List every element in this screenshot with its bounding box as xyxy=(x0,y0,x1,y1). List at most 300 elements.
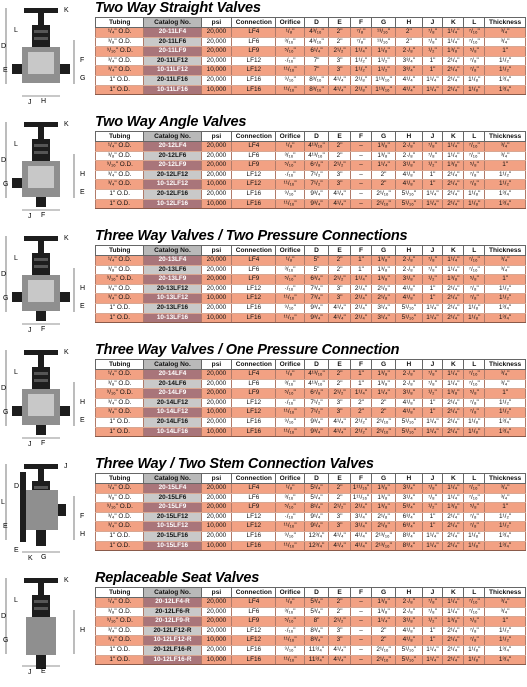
table-cell: 1³/₄" xyxy=(485,313,526,323)
table-cell: 1" O.D. xyxy=(96,655,144,665)
table-cell: ⁵/₈" xyxy=(464,161,485,171)
column-header: J xyxy=(422,132,443,142)
column-header: E xyxy=(329,588,351,598)
table-cell: ¹/₂" xyxy=(422,161,443,171)
table-cell: 6³/₄" xyxy=(304,275,328,285)
table-cell: 1¹/₄" xyxy=(422,427,443,437)
table-cell: LF9 xyxy=(232,389,276,399)
table-row xyxy=(96,47,526,57)
handle-bar xyxy=(24,350,58,355)
column-header: Catalog No. xyxy=(144,18,201,28)
table-cell: 4¹/₈" xyxy=(396,398,422,408)
table-cell: ·/₁₆" xyxy=(276,170,305,180)
table-cell: 2¹/₄" xyxy=(443,85,464,95)
table-cell: 10,000 xyxy=(201,655,232,665)
table-row xyxy=(96,256,526,266)
table-cell: LF16 xyxy=(232,85,276,95)
table-cell: 7¹/₂" xyxy=(304,180,328,190)
table-cell: 1¹/₈" xyxy=(464,75,485,85)
table-cell: 2¹/₄" xyxy=(443,512,464,522)
catalog-number-cell: 20-14LF12 xyxy=(144,398,201,408)
valve-section xyxy=(0,114,527,228)
column-header: Connection xyxy=(232,588,276,598)
table-cell: ³/₄" O.D. xyxy=(96,170,144,180)
table-cell: LF9 xyxy=(232,47,276,57)
table-cell: ⁹/₁₆" O.D. xyxy=(96,275,144,285)
table-cell: 2" xyxy=(396,37,422,47)
table-row xyxy=(96,56,526,66)
table-cell: LF4 xyxy=(232,484,276,494)
table-cell: ³/₄" O.D. xyxy=(96,626,144,636)
dimension-label: H xyxy=(80,171,86,178)
table-cell: ³/₄" O.D. xyxy=(96,522,144,532)
table-cell: 2¹/₄" xyxy=(351,503,372,513)
table-cell: 1¹/₈" xyxy=(464,427,485,437)
dimension-label: H xyxy=(80,399,86,406)
table-cell: 2¹/₂" xyxy=(329,275,351,285)
dimension-label: F xyxy=(41,440,46,447)
table-cell: ¹¹/₁₆" xyxy=(276,427,305,437)
table-cell: 1" xyxy=(422,522,443,532)
table-cell: ⁷/₈" xyxy=(464,522,485,532)
table-cell: 2¹/₄" xyxy=(443,313,464,323)
table-cell: ³/₈" O.D. xyxy=(96,607,144,617)
table-cell: LF6 xyxy=(232,151,276,161)
stem xyxy=(38,127,44,139)
table-header-row xyxy=(96,18,526,28)
table-cell: 1¹/₂" xyxy=(485,294,526,304)
table-cell: 4³/₁₆" xyxy=(304,28,328,38)
column-header: D xyxy=(304,588,328,598)
table-cell: 1³/₈" xyxy=(371,484,395,494)
table-cell: 1" O.D. xyxy=(96,531,144,541)
spec-table xyxy=(95,359,526,437)
table-cell: 1" O.D. xyxy=(96,541,144,551)
table-cell: 1" xyxy=(422,636,443,646)
table-cell: 10,000 xyxy=(201,85,232,95)
table-cell: 2¹/₂" xyxy=(329,503,351,513)
table-cell: ³/₄" xyxy=(485,607,526,617)
table-cell: 3" xyxy=(329,56,351,66)
table-cell: ⁷/₈" xyxy=(464,636,485,646)
table-cell: ¹³/₁₆" xyxy=(371,28,395,38)
table-row xyxy=(96,645,526,655)
table-cell: ⁹/₁₆" xyxy=(276,531,305,541)
column-header: psi xyxy=(201,18,232,28)
table-cell: 2¹/₂" xyxy=(329,389,351,399)
table-cell: ³/₄" O.D. xyxy=(96,56,144,66)
catalog-number-cell: 10-12LF12 xyxy=(144,180,201,190)
table-cell: 4¹/₄" xyxy=(396,85,422,95)
dimension-label: L xyxy=(14,255,18,262)
table-cell: ⁷/₈" xyxy=(464,408,485,418)
column-header: H xyxy=(396,588,422,598)
column-header: F xyxy=(351,360,372,370)
table-header-row xyxy=(96,246,526,256)
column-header: K xyxy=(443,474,464,484)
table-cell: ⁷/₁₆" xyxy=(464,142,485,152)
column-header: Connection xyxy=(232,18,276,28)
table-cell: ⁷/₁₆" xyxy=(464,484,485,494)
table-cell: 1³/₄" xyxy=(485,427,526,437)
table-cell: 1¹/₄" xyxy=(422,75,443,85)
catalog-number-cell: 20-11LF16 xyxy=(144,75,201,85)
table-cell: 10,000 xyxy=(201,427,232,437)
table-cell: 3" xyxy=(329,284,351,294)
table-cell: LF16 xyxy=(232,541,276,551)
table-cell: 1¹/₄" xyxy=(351,47,372,57)
column-header: J xyxy=(422,360,443,370)
table-cell: – xyxy=(351,645,372,655)
table-cell: 1¹/₄" xyxy=(443,493,464,503)
table-cell: ¹/₄" O.D. xyxy=(96,598,144,608)
column-header: psi xyxy=(201,474,232,484)
table-cell: 4³/₁₆" xyxy=(304,37,328,47)
table-cell: 8³/₁₆" xyxy=(304,75,328,85)
table-cell: 10,000 xyxy=(201,408,232,418)
table-cell: 2¹/₂" xyxy=(329,161,351,171)
table-cell: LF6 xyxy=(232,493,276,503)
table-cell: 20,000 xyxy=(201,617,232,627)
table-row xyxy=(96,541,526,551)
table-cell: 1³/₈" xyxy=(443,503,464,513)
catalog-number-cell: 20-12LF16-R xyxy=(144,645,201,655)
table-cell: LF4 xyxy=(232,598,276,608)
table-cell: 6³/₄" xyxy=(396,522,422,532)
table-cell: – xyxy=(351,180,372,190)
table-cell: 1¹/₂" xyxy=(485,66,526,76)
table-cell: 2" xyxy=(329,265,351,275)
table-cell: ³/₄" xyxy=(485,37,526,47)
table-cell: ³/₄" xyxy=(485,370,526,380)
dimension-label: D xyxy=(1,271,7,278)
table-cell: 3¹/₈" xyxy=(396,617,422,627)
table-cell: ¹¹/₁₆" xyxy=(276,66,305,76)
table-cell: 3¹/₈" xyxy=(396,161,422,171)
table-cell: 1¹/₄" xyxy=(443,484,464,494)
table-cell: LF4 xyxy=(232,142,276,152)
table-cell: 1" O.D. xyxy=(96,645,144,655)
table-cell: ⁷/₁₆" xyxy=(464,151,485,161)
table-cell: 1¹/₄" xyxy=(443,142,464,152)
table-cell: 2¹/₄" xyxy=(443,180,464,190)
table-cell: 2" xyxy=(329,379,351,389)
table-cell: ⁷/₈" xyxy=(422,484,443,494)
table-cell: 1" xyxy=(485,503,526,513)
table-cell: 7" xyxy=(304,66,328,76)
table-cell: LF9 xyxy=(232,161,276,171)
table-cell: ⁷/₈" xyxy=(422,256,443,266)
handle-bar xyxy=(24,236,58,241)
spec-table xyxy=(95,245,526,323)
table-cell: ³/₁₆" xyxy=(276,379,305,389)
table-cell: ¹/₄" O.D. xyxy=(96,484,144,494)
table-cell: 20,000 xyxy=(201,189,232,199)
table-cell: LF12 xyxy=(232,398,276,408)
table-cell: 2" xyxy=(329,151,351,161)
catalog-number-cell: 20-14LF9 xyxy=(144,389,201,399)
table-cell: 1" xyxy=(422,626,443,636)
table-cell: 2" xyxy=(329,493,351,503)
table-cell: LF16 xyxy=(232,645,276,655)
column-header: D xyxy=(304,474,328,484)
table-cell: 5¹/₁₆" xyxy=(396,655,422,665)
section-title: Two Way Straight Valves xyxy=(95,0,261,16)
table-cell: 1¹/₄" xyxy=(422,199,443,209)
dimension-label: G xyxy=(3,181,9,188)
catalog-number-cell: 20-13LF12 xyxy=(144,284,201,294)
table-cell: 9³/₄" xyxy=(304,427,328,437)
table-cell: 3" xyxy=(329,408,351,418)
table-cell: 1" O.D. xyxy=(96,313,144,323)
dimension-label: J xyxy=(28,213,32,220)
table-cell: 2¹/₁₆" xyxy=(371,199,395,209)
table-row xyxy=(96,28,526,38)
table-cell: – xyxy=(351,199,372,209)
table-cell: 4¹³/₁₆" xyxy=(304,379,328,389)
table-cell: 20,000 xyxy=(201,256,232,266)
bonnet xyxy=(32,595,50,617)
table-cell: 20,000 xyxy=(201,370,232,380)
table-cell: 5" xyxy=(304,265,328,275)
table-cell: 4¹/₄" xyxy=(329,189,351,199)
table-cell: ⁵/₈" xyxy=(464,617,485,627)
table-cell: 1³/₈" xyxy=(371,607,395,617)
column-header: Thickness xyxy=(485,588,526,598)
table-cell: 2¹/₄" xyxy=(443,189,464,199)
table-cell: 1¹/₈" xyxy=(464,417,485,427)
column-header: Catalog No. xyxy=(144,246,201,256)
table-row xyxy=(96,75,526,85)
catalog-number-cell: 20-12LF9-R xyxy=(144,617,201,627)
table-cell: ⁷/₁₆" xyxy=(464,256,485,266)
table-row xyxy=(96,417,526,427)
table-cell: – xyxy=(351,151,372,161)
table-cell: 1³/₄" xyxy=(485,531,526,541)
table-cell: LF12 xyxy=(232,294,276,304)
table-cell: 1" xyxy=(422,512,443,522)
table-cell: 1¹/₄" xyxy=(351,275,372,285)
table-cell: ⁷/₈" xyxy=(422,265,443,275)
table-cell: ¹³/₁₆" xyxy=(371,37,395,47)
table-cell: 4¹/₄" xyxy=(329,645,351,655)
table-cell: 1" xyxy=(485,161,526,171)
table-cell: 1" xyxy=(422,398,443,408)
bonnet xyxy=(32,25,50,47)
column-header: Catalog No. xyxy=(144,360,201,370)
table-cell: ³/₄" O.D. xyxy=(96,408,144,418)
table-cell: 2¹/₄" xyxy=(443,427,464,437)
table-cell: 7³/₄" xyxy=(304,294,328,304)
table-cell: 2¹/₄" xyxy=(443,417,464,427)
table-cell: ³/₁₆" xyxy=(276,151,305,161)
table-cell: ·/₁₆" xyxy=(276,284,305,294)
table-cell: 7³/₄" xyxy=(304,284,328,294)
handle-bar xyxy=(24,122,58,127)
table-cell: 2·/₈" xyxy=(396,379,422,389)
table-cell: 20,000 xyxy=(201,512,232,522)
column-header: Connection xyxy=(232,132,276,142)
column-header: F xyxy=(351,132,372,142)
table-cell: 1¹/₂" xyxy=(351,56,372,66)
table-cell: LF12 xyxy=(232,180,276,190)
column-header: Tubing xyxy=(96,360,144,370)
table-cell: ¹¹/₁₆" xyxy=(276,199,305,209)
section-title: Two Way Angle Valves xyxy=(95,114,247,130)
table-cell: LF12 xyxy=(232,284,276,294)
table-cell: 5³/₄" xyxy=(304,607,328,617)
table-cell: 9³/₄" xyxy=(304,313,328,323)
catalog-number-cell: 20-13LF16 xyxy=(144,303,201,313)
column-header: Tubing xyxy=(96,588,144,598)
table-cell: 1¹/₄" xyxy=(422,189,443,199)
table-cell: 1" O.D. xyxy=(96,85,144,95)
table-cell: ⁷/₈" xyxy=(422,598,443,608)
table-cell: ³/₈" O.D. xyxy=(96,493,144,503)
table-cell: 2¹/₄" xyxy=(443,636,464,646)
table-cell: – xyxy=(351,189,372,199)
table-cell: ³/₄" O.D. xyxy=(96,180,144,190)
table-cell: 2" xyxy=(329,37,351,47)
table-cell: ³/₁₆" xyxy=(276,493,305,503)
dimension-label: L xyxy=(1,499,5,506)
table-cell: 1¹/₄" xyxy=(422,531,443,541)
catalog-number-cell: 20-15LF9 xyxy=(144,503,201,513)
table-cell: 1³/₈" xyxy=(371,503,395,513)
table-cell: 20,000 xyxy=(201,151,232,161)
table-cell: 3" xyxy=(329,180,351,190)
table-cell: ⁷/₈" xyxy=(464,512,485,522)
table-cell: 1¹/₄" xyxy=(443,265,464,275)
catalog-number-cell: 20-12LF12 xyxy=(144,170,201,180)
column-header: G xyxy=(371,360,395,370)
table-row xyxy=(96,199,526,209)
table-cell: 1¹/₈" xyxy=(464,85,485,95)
table-cell: 2¹/₄" xyxy=(351,294,372,304)
table-cell: 3" xyxy=(329,626,351,636)
table-cell: 2·/₈" xyxy=(396,142,422,152)
table-cell: 1" xyxy=(485,617,526,627)
stem xyxy=(38,241,44,253)
column-header: Orifice xyxy=(276,132,305,142)
table-cell: 12³/₄" xyxy=(304,531,328,541)
table-cell: 3¹/₈" xyxy=(396,275,422,285)
table-cell: LF16 xyxy=(232,199,276,209)
dimension-label: L xyxy=(14,597,18,604)
table-cell: 2¹/₄" xyxy=(443,56,464,66)
table-cell: 20,000 xyxy=(201,389,232,399)
table-cell: 1³/₈" xyxy=(371,379,395,389)
table-cell: 2¹/₈" xyxy=(371,512,395,522)
column-header: E xyxy=(329,246,351,256)
table-cell: 1³/₈" xyxy=(371,598,395,608)
table-cell: 1³/₈" xyxy=(371,275,395,285)
table-cell: 20,000 xyxy=(201,265,232,275)
table-header-row xyxy=(96,474,526,484)
table-cell: 1" xyxy=(485,275,526,285)
table-cell: ⁵/₈" xyxy=(464,47,485,57)
table-cell: 2¹/₁₆" xyxy=(371,417,395,427)
table-cell: ⁷/₈" xyxy=(464,284,485,294)
table-cell: 10,000 xyxy=(201,522,232,532)
table-header-row xyxy=(96,360,526,370)
stem xyxy=(38,469,44,481)
table-cell: LF9 xyxy=(232,275,276,285)
table-cell: 1¹/₂" xyxy=(371,56,395,66)
table-row xyxy=(96,170,526,180)
column-header: J xyxy=(422,246,443,256)
column-header: Tubing xyxy=(96,18,144,28)
table-cell: LF12 xyxy=(232,66,276,76)
table-cell: 1¹/₄" xyxy=(422,313,443,323)
table-cell: 1¹/₂" xyxy=(485,56,526,66)
table-cell: 1" xyxy=(422,180,443,190)
table-cell: 2¹/₄" xyxy=(443,199,464,209)
table-cell: 2" xyxy=(329,256,351,266)
column-header: Orifice xyxy=(276,246,305,256)
table-cell: 3¹/₄" xyxy=(351,522,372,532)
table-cell: 7¹/₂" xyxy=(304,170,328,180)
table-cell: 20,000 xyxy=(201,275,232,285)
table-row xyxy=(96,607,526,617)
table-cell: ¹¹/₁₆" xyxy=(276,636,305,646)
catalog-number-cell: 20-11LF6 xyxy=(144,37,201,47)
catalog-number-cell: 20-11LF12 xyxy=(144,56,201,66)
table-cell: 1³/₈" xyxy=(443,275,464,285)
dimension-label: G xyxy=(3,637,9,644)
table-cell: 1³/₄" xyxy=(485,645,526,655)
stem xyxy=(38,13,44,25)
table-cell: 1" O.D. xyxy=(96,427,144,437)
table-cell: LF16 xyxy=(232,75,276,85)
table-cell: 1³/₄" xyxy=(485,303,526,313)
table-cell: 5¹/₁₆" xyxy=(396,645,422,655)
table-cell: 1³/₄" xyxy=(485,655,526,665)
table-cell: ⁷/₁₆" xyxy=(464,37,485,47)
dimension-label: F xyxy=(80,57,85,64)
table-cell: ³/₄" xyxy=(485,28,526,38)
table-cell: 2" xyxy=(329,142,351,152)
table-cell: 20,000 xyxy=(201,37,232,47)
table-cell: ⁷/₈" xyxy=(422,151,443,161)
table-cell: ¹/₄" O.D. xyxy=(96,370,144,380)
table-row xyxy=(96,66,526,76)
table-cell: 20,000 xyxy=(201,607,232,617)
table-cell: 2" xyxy=(351,398,372,408)
table-cell: 1¹/₄" xyxy=(422,417,443,427)
table-cell: ⁷/₈" xyxy=(464,626,485,636)
table-cell: 1³/₄" xyxy=(485,541,526,551)
table-cell: 2¹/₈" xyxy=(371,284,395,294)
column-header: J xyxy=(422,588,443,598)
table-cell: ⁹/₁₆" xyxy=(276,417,305,427)
column-header: L xyxy=(464,474,485,484)
table-cell: 1¹/₄" xyxy=(371,161,395,171)
table-cell: 2¹/₁₆" xyxy=(371,645,395,655)
table-cell: LF6 xyxy=(232,379,276,389)
table-cell: 2·/₈" xyxy=(396,256,422,266)
three-way-two-pressure-valve-diagram xyxy=(0,228,92,340)
catalog-number-cell: 20-14LF6 xyxy=(144,379,201,389)
column-header: G xyxy=(371,246,395,256)
table-cell: 20,000 xyxy=(201,142,232,152)
table-cell: 4¹/₈" xyxy=(396,636,422,646)
table-header-row xyxy=(96,132,526,142)
catalog-number-cell: 10-14LF16 xyxy=(144,427,201,437)
table-cell: 1¹/₄" xyxy=(371,617,395,627)
table-cell: 2" xyxy=(371,170,395,180)
table-cell: 1³/₈" xyxy=(371,151,395,161)
